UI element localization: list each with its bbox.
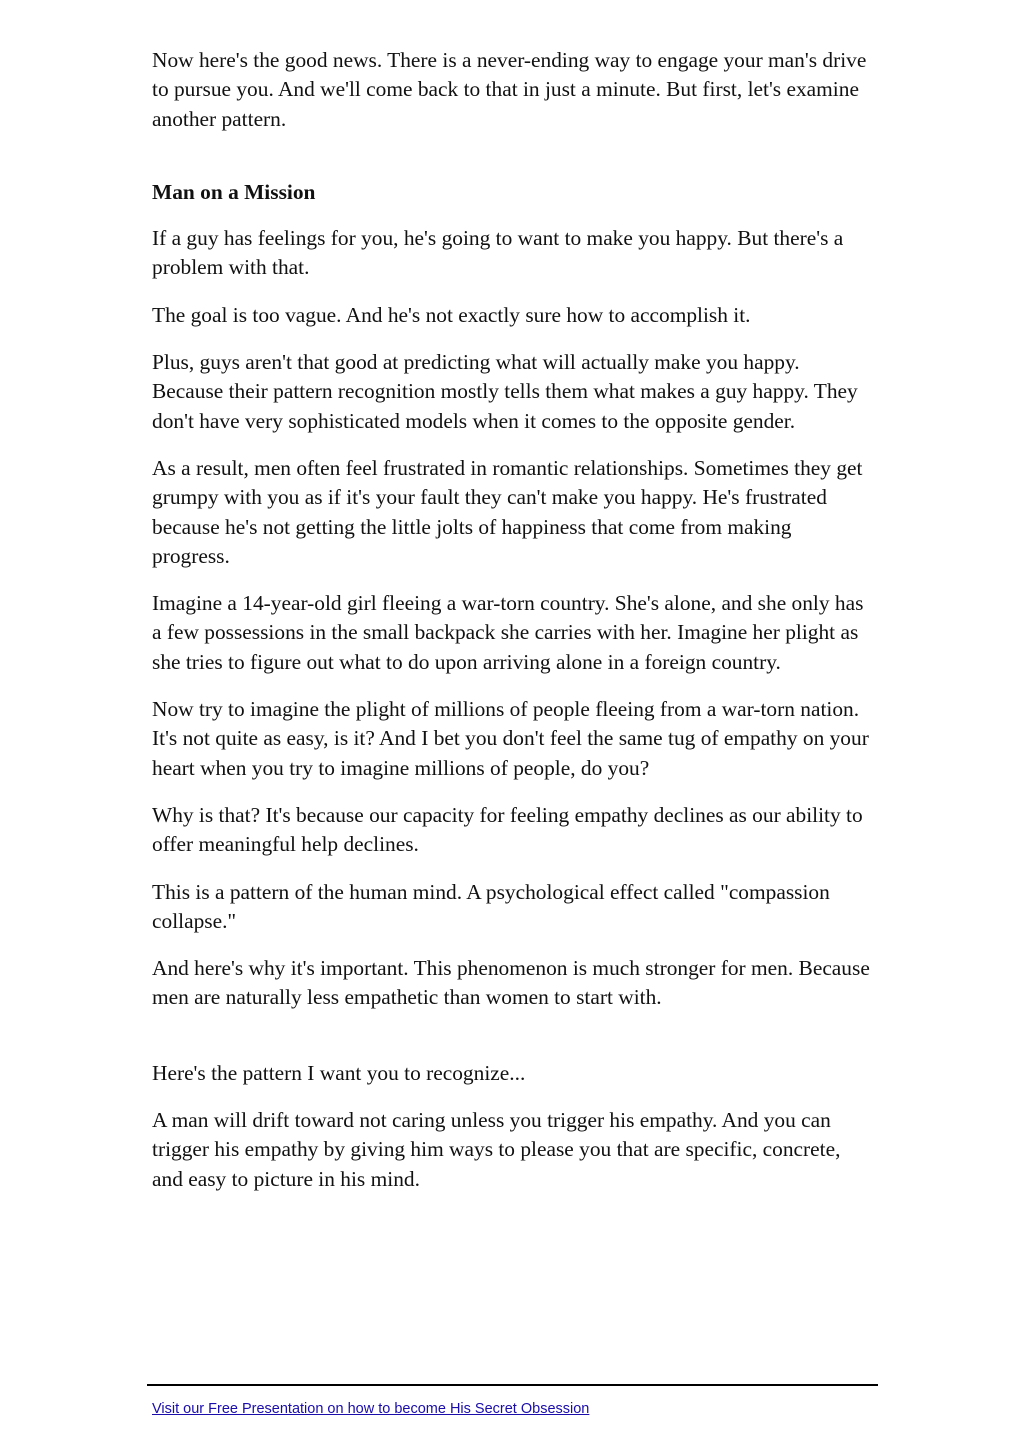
- body-paragraph: Plus, guys aren't that good at predicting what will actually make you happy. Because their pattern recognition mostly tells them what makes a guy happy. They don't have very sophisticated models when it comes to the opposite gender.: [152, 350, 858, 433]
- body-paragraph: Now try to imagine the plight of millions of people fleeing from a war-torn nation. It's not quite as easy, is it? And I bet you don't feel the same tug of empathy on your heart when you try to imagine millions of people, do you?: [152, 697, 869, 780]
- body-paragraph: Why is that? It's because our capacity for feeling empathy declines as our ability to offer meaningful help declines.: [152, 802, 863, 857]
- intro-paragraph: Now here's the good news. There is a never-ending way to engage your man's drive to pursue you. And we'll come back to that in just a minute. But first, let's examine another pattern.: [152, 48, 867, 131]
- body-paragraph: Here's the pattern I want you to recognize...: [152, 1060, 526, 1085]
- section-heading: Man on a Mission: [152, 179, 316, 204]
- footer-presentation-link[interactable]: Visit our Free Presentation on how to become His Secret Obsession: [152, 1401, 590, 1417]
- document-body: [152, 46, 872, 1212]
- body-paragraph: Imagine a 14-year-old girl fleeing a war-torn country. She's alone, and she only has a few possessions in the small backpack she carries with her. Imagine her plight as she tries to figure out what to do upon arriving alone in a foreign country.: [152, 591, 864, 674]
- body-paragraph: As a result, men often feel frustrated in romantic relationships. Sometimes they get grumpy with you as if it's your fault they can't make you happy. He's frustrated because he's not getting the little jolts of happiness that come from making progress.: [152, 455, 863, 568]
- body-paragraph: A man will drift toward not caring unless you trigger his empathy. And you can trigger his empathy by giving him ways to please you that are specific, concrete, and easy to picture in his mind.: [152, 1108, 841, 1191]
- body-paragraph: And here's why it's important. This phenomenon is much stronger for men. Because men are naturally less empathetic than women to start with.: [152, 956, 870, 1010]
- body-paragraph: If a guy has feelings for you, he's going to want to make you happy. But there's a problem with that.: [152, 226, 844, 280]
- footer-divider: [147, 1384, 878, 1386]
- body-paragraph: This is a pattern of the human mind. A psychological effect called "compassion collapse.": [152, 879, 830, 933]
- body-paragraph: The goal is too vague. And he's not exactly sure how to accomplish it.: [152, 302, 751, 327]
